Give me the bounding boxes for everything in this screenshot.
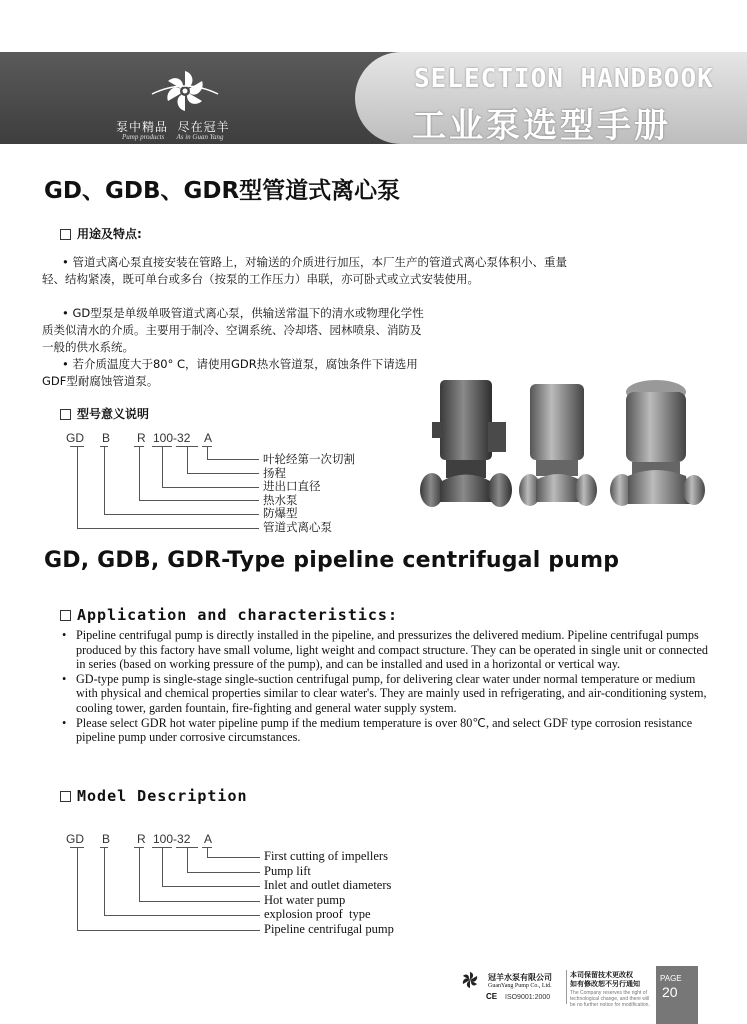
pump-1-image — [420, 380, 512, 507]
checkbox-square-icon — [60, 610, 71, 621]
app-en-bullet: • GD-type pump is single-stage single-suction centrifugal pump, for delivering clear water under normal temperature or medium with physical and chemical properties similar to clear water's. They are mainly used in refrigerating, and air-conditioning system, cooling tower, garden fountain, fire-fighting and general water supply system. — [62, 671, 707, 715]
model-label-cn: 进出口直径 — [263, 479, 321, 493]
app-en-bullet: • Pipeline centrifugal pump is directly installed in the pipeline, and pressurizes the delivered medium. Pipeline centrifugal pumps produced by this factory have small volume, light weight and compact structure. They can be operated in single unit or connected in series (based on working pressure of the pump), and can be installed and used in a horizontal or vertical way. — [62, 628, 708, 672]
slogan-en: Pump products As in Guan Yang — [122, 133, 224, 141]
page-title-cn: GD、GDB、GDR型管道式离心泵 — [44, 178, 401, 204]
model-label-cn: 热水泵 — [263, 492, 298, 507]
slogan-cn: 泵中精品 尽在冠羊 — [116, 120, 230, 134]
model-label-en: Hot water pump — [264, 892, 346, 907]
model-code-en-size: 100-32 — [153, 832, 191, 846]
model-code-cn-b: B — [102, 431, 111, 445]
page-title-en: GD, GDB, GDR-Type pipeline centrifugal pump — [44, 548, 620, 573]
checkbox-square-icon — [60, 409, 71, 420]
model-label-en: explosion proof type — [264, 907, 371, 922]
page-label: PAGE — [660, 974, 682, 983]
usage-heading-cn-text: 用途及特点: — [77, 227, 142, 241]
pump-logo-icon — [150, 68, 220, 114]
model-heading-en-text: Model Description — [77, 787, 248, 805]
app-body-en — [62, 628, 712, 745]
handbook-title-en: SELECTION HANDBOOK — [414, 64, 714, 94]
footer-divider — [566, 970, 567, 1004]
model-label-cn: 叶轮经第一次切割 — [263, 452, 355, 466]
usage-cn-bullet: • 管道式离心泵直接安装在管路上，对输送的介质进行加压，本厂生产的管道式离心泵体积小、重量轻、结构紧凑，既可单台或多台（按泵的工作压力）串联，亦可卧式或立式安装使用。 — [42, 255, 567, 286]
usage-heading-cn — [60, 225, 142, 242]
model-label-en: Pump lift — [264, 863, 311, 878]
model-code-en-a: A — [204, 832, 213, 846]
model-label-cn: 防爆型 — [263, 506, 298, 520]
app-en-bullet: • Please select GDR hot water pipeline pump if the medium temperature is over 80℃, and select GDF type corrosion resistance pipeline pump under corrosive circumstances. — [62, 715, 693, 745]
footer-company-en: GuanYang Pump Co., Ltd. — [488, 983, 552, 989]
pump-3-image — [610, 380, 705, 506]
pump-photos — [418, 372, 708, 517]
model-labels-cn — [263, 453, 355, 534]
model-code-cn-r: R — [137, 431, 146, 445]
usage-body-cn-2 — [42, 305, 427, 390]
model-heading-en — [60, 787, 248, 805]
app-heading-en-text: Application and characteristics: — [77, 606, 398, 624]
usage-cn-bullet: • 若介质温度大于80° C，请使用GDR热水管道泵，腐蚀条件下请选用GDF型耐腐蚀管道泵。 — [42, 357, 418, 388]
handbook-title-cn: 工业泵选型手册 — [412, 106, 671, 146]
model-code-en-r: R — [137, 832, 146, 846]
footer-company-cn: 冠羊水泵有限公司 — [488, 973, 552, 982]
model-label-en: First cutting of impellers — [264, 849, 388, 863]
checkbox-square-icon — [60, 791, 71, 802]
model-label-cn: 扬程 — [263, 465, 286, 480]
page-number: 20 — [662, 984, 678, 1000]
usage-body-cn — [42, 254, 572, 288]
usage-cn-bullet: • GD型泵是单级单吸管道式离心泵，供输送常温下的清水或物理化学性质类似清水的介质。主要用于制冷、空调系统、冷却塔、园林喷泉、消防及一般的供水系统。 — [42, 306, 424, 354]
footer-notice-cn: 本司保留技术更改权 如有修改恕不另行通知 — [570, 971, 640, 988]
model-code-cn-a: A — [204, 431, 213, 445]
model-label-en: Pipeline centrifugal pump — [264, 921, 394, 936]
model-code-en-gd: GD — [66, 832, 84, 846]
model-label-cn: 管道式离心泵 — [263, 519, 332, 534]
model-heading-cn — [60, 405, 149, 422]
app-heading-en — [60, 606, 398, 624]
pump-2-image — [519, 384, 597, 506]
footer-logo-icon — [456, 971, 484, 989]
model-code-en-b: B — [102, 832, 111, 846]
model-code-cn-gd: GD — [66, 431, 84, 445]
ce-mark: CE — [486, 992, 498, 1001]
model-heading-cn-text: 型号意义说明 — [77, 407, 150, 421]
checkbox-square-icon — [60, 229, 71, 240]
iso-cert: ISO9001:2000 — [505, 994, 551, 1001]
footer-notice-en: The Company reserves the right of technological change, and there will be no further notice for modification. — [570, 990, 650, 1008]
model-labels-en — [264, 849, 394, 937]
model-code-cn-size: 100-32 — [153, 431, 191, 445]
model-label-en: Inlet and outlet diameters — [264, 878, 392, 893]
